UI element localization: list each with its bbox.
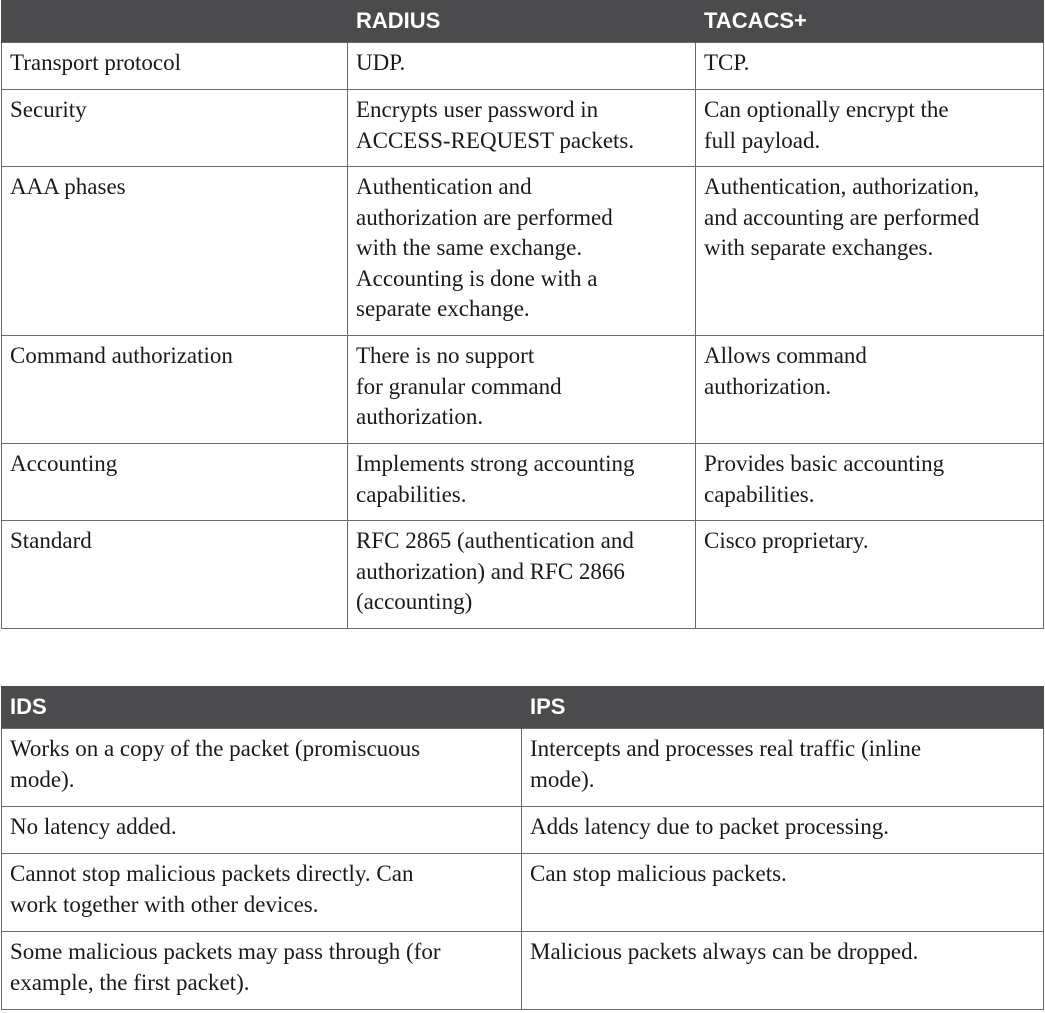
- header-row: [2, 0, 1044, 43]
- ips-cell: Adds latency due to packet processing.: [522, 807, 1044, 854]
- row-label: Transport protocol: [2, 43, 348, 90]
- table-row: [2, 807, 1044, 854]
- ips-cell: Can stop malicious packets.: [522, 854, 1044, 932]
- table-row: [2, 90, 1044, 167]
- radius-cell: Encrypts user password in ACCESS-REQUEST packets.: [348, 90, 696, 167]
- table-row: [2, 729, 1044, 807]
- row-label: Standard: [2, 521, 348, 629]
- radius-cell: RFC 2865 (authentication and authorization) and RFC 2866 (accounting): [348, 521, 696, 629]
- table-row: [2, 167, 1044, 336]
- tacacs-cell: Can optionally encrypt the full payload.: [696, 90, 1044, 167]
- radius-cell: Implements strong accounting capabilities.: [348, 444, 696, 521]
- table-row: [2, 521, 1044, 629]
- tacacs-cell: Allows command authorization.: [696, 336, 1044, 444]
- tacacs-cell: Authentication, authorization, and accounting are performed with separate exchanges.: [696, 167, 1044, 336]
- header-feature: [2, 0, 348, 43]
- radius-tacacs-comparison-table: [1, 0, 1044, 629]
- tacacs-cell: Cisco proprietary.: [696, 521, 1044, 629]
- header-ips: IPS: [522, 686, 1044, 729]
- row-label: Command authorization: [2, 336, 348, 444]
- radius-cell: Authentication and authorization are performed with the same exchange. Accounting is done with a separate exchange.: [348, 167, 696, 336]
- ips-cell: Malicious packets always can be dropped.: [522, 932, 1044, 1010]
- table-row: [2, 444, 1044, 521]
- radius-cell: There is no support for granular command authorization.: [348, 336, 696, 444]
- tacacs-cell: TCP.: [696, 43, 1044, 90]
- tacacs-cell: Provides basic accounting capabilities.: [696, 444, 1044, 521]
- ids-ips-comparison-table: [1, 686, 1044, 1010]
- ids-cell: No latency added.: [2, 807, 522, 854]
- header-radius: RADIUS: [348, 0, 696, 43]
- ids-cell: Some malicious packets may pass through (for example, the first packet).: [2, 932, 522, 1010]
- table-row: [2, 854, 1044, 932]
- table-row: [2, 932, 1044, 1010]
- table-row: [2, 43, 1044, 90]
- header-ids: IDS: [2, 686, 522, 729]
- radius-cell: UDP.: [348, 43, 696, 90]
- ids-cell: Cannot stop malicious packets directly. Can work together with other devices.: [2, 854, 522, 932]
- table-row: [2, 336, 1044, 444]
- row-label: AAA phases: [2, 167, 348, 336]
- ips-cell: Intercepts and processes real traffic (inline mode).: [522, 729, 1044, 807]
- ids-cell: Works on a copy of the packet (promiscuous mode).: [2, 729, 522, 807]
- row-label: Accounting: [2, 444, 348, 521]
- row-label: Security: [2, 90, 348, 167]
- header-tacacs: TACACS+: [696, 0, 1044, 43]
- header-row: [2, 686, 1044, 729]
